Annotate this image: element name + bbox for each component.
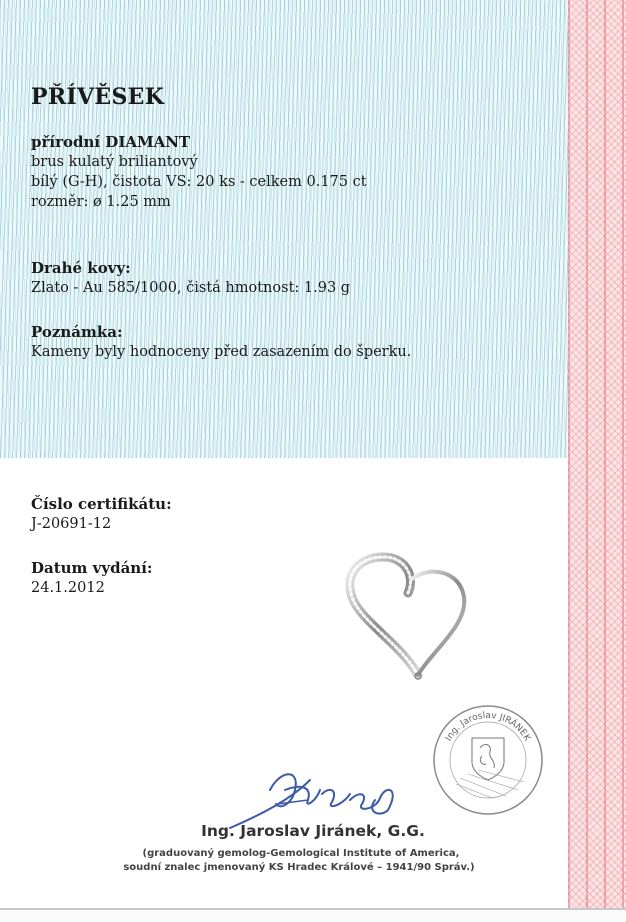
- stone-quality: bílý (G-H), čistota VS: 20 ks - celkem 0.175 ct: [31, 174, 367, 190]
- certificate-number-label: Číslo certifikátu:: [31, 495, 172, 513]
- metals-section: [31, 258, 350, 298]
- stone-cut: brus kulatý briliantový: [31, 154, 198, 170]
- certificate-number-section: [31, 494, 172, 534]
- signer-name: Ing. Jaroslav Jiránek, G.G.: [201, 822, 425, 840]
- heart-pendant-image: [320, 535, 480, 685]
- note-value: Kameny byly hodnoceny před zasazením do šperku.: [31, 344, 412, 360]
- metals-value: Zlato - Au 585/1000, čistá hmotnost: 1.93 g: [31, 280, 351, 296]
- issue-date-value: 24.1.2012: [31, 580, 105, 596]
- official-stamp-image: [432, 704, 544, 816]
- stone-label: přírodní DIAMANT: [31, 133, 191, 151]
- security-pattern-background: [0, 0, 568, 458]
- signer-credentials-line-2: soudní znalec jmenovaný KS Hradec Králové – 1941/90 Správ.): [123, 862, 475, 873]
- issue-date-section: [31, 558, 152, 598]
- signer-credentials-line-1: (graduovaný gemolog-Gemological Institute of America,: [142, 848, 460, 859]
- page-title: PŘÍVĚSEK: [31, 84, 165, 110]
- certificate-number-value: J-20691-12: [31, 516, 112, 532]
- stone-size: rozměr: ø 1.25 mm: [31, 194, 171, 210]
- metals-label: Drahé kovy:: [31, 259, 131, 277]
- note-label: Poznámka:: [31, 323, 123, 341]
- note-section: [31, 322, 411, 362]
- stone-section: [31, 132, 367, 212]
- signature-image: [200, 760, 400, 830]
- page-bottom-margin: [0, 910, 626, 922]
- security-stripe: [568, 0, 626, 908]
- stamp-ring-text: Ing. Jaroslav JIRÁNEK: [444, 710, 532, 744]
- issue-date-label: Datum vydání:: [31, 559, 153, 577]
